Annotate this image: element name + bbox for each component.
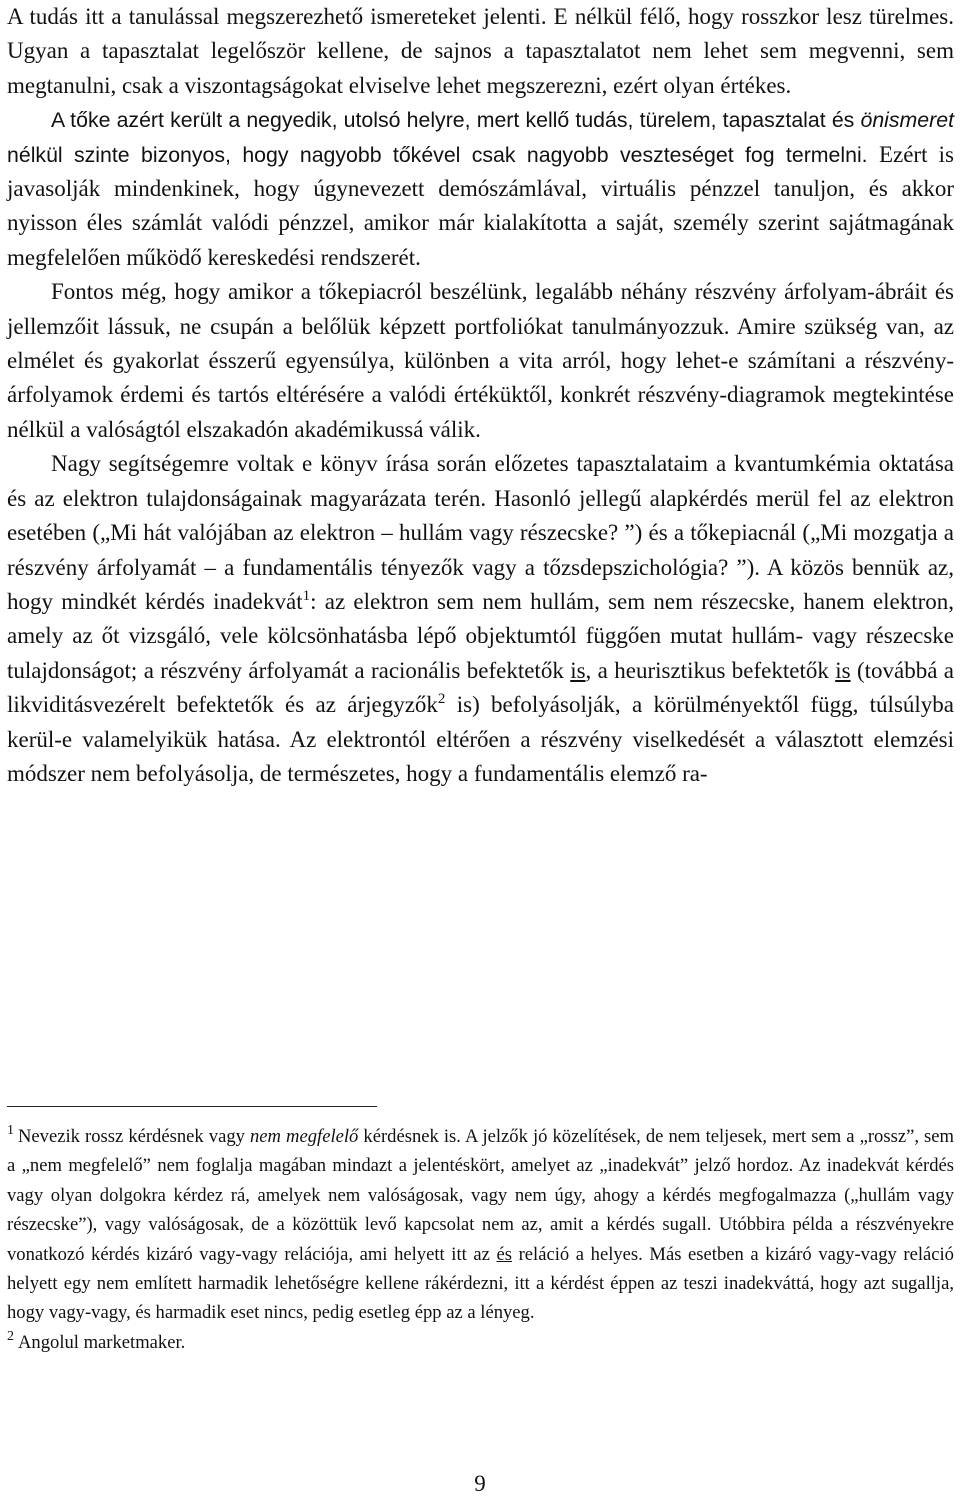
paragraph-text: Fontos még, hogy amikor a tőkepiacról beszélünk, legalább néhány részvény árfolyam-ábráit és jellemzőit lássuk, ne csupán a belőlük képzett portfoliókat tanulmányozzuk. Amire szükség van, az elmélet és gyakorlat ésszerű egyensúlya, különben a vita arról, hogy lehet-e számítani a részvény-árfolyamok érdemi és tartós eltérésére a valódi értéküktől, konkrét részvény-diagramok megtekintése nélkül a valóságtól elszakadón akadémikussá válik. — [7, 279, 954, 442]
footnote-divider — [7, 1106, 377, 1107]
footnote-text: Nevezik rossz kérdésnek vagy — [18, 1126, 250, 1147]
footnote-number: 1 — [7, 1123, 14, 1138]
footnote-text: kérdésnek is. A jelzők jó közelítések, de nem teljesek, mert sem a „rossz”, sem a „nem megfelelő” nem foglalja magában mindazt a jelentéskört, amelyet az „inadekvát” jelző hordoz. Az inadekvát kérdés vagy olyan dolgokra kérdez rá, amelyek nem valóságosak, vagy nem úgy, ahogy a kérdés megfogalmazza („hullám vagy részecske”), vagy valóságosak, de a közöttük levő kapcsolat nem az, amit a kérdés sugall. Utóbbira példa a részvényekre vonatkozó kérdés kizáró vagy-vagy relációja, ami helyett itt az — [7, 1126, 955, 1265]
paragraph-text: A tőke azért került a negyedik, utolsó helyre, mert kellő tudás, türelem, tapasztalat és — [51, 108, 861, 133]
emphasis-text: nem megfelelő — [250, 1126, 359, 1147]
paragraph-text: nélkül szinte bizonyos, hogy nagyobb tőkével csak nagyobb veszteséget fog termelni. — [7, 142, 868, 167]
footnote-ref-2[interactable]: 2 — [437, 691, 446, 708]
paragraph — [7, 103, 954, 275]
footnote-text: reláció a helyes. Más esetben a kizáró vagy-vagy reláció helyett egy nem említett harmadik lehetőségre kellene rákérdezni, itt a kérdést éppen az teszi inadekváttá, hogy azt sugallja, hogy vagy-vagy, és harmadik eset nincs, pedig esetleg épp az a lényeg. — [7, 1243, 954, 1324]
footnotes — [7, 1122, 954, 1357]
paragraph-text: Ezért is javasolják mindenkinek, hogy úgynevezett demószámlával, virtuális pénzzel tanuljon, és akkor nyisson éles számlát valódi pénzzel, amikor már kialakította a saját, személy szerint sajátmagának megfelelően működő kereskedési rendszerét. — [7, 141, 954, 270]
footnote-1 — [7, 1122, 954, 1328]
paragraph — [7, 0, 954, 103]
page-number: 9 — [474, 1471, 486, 1496]
underlined-text: és — [496, 1243, 512, 1265]
paragraph-text: , a heurisztikus befektetők — [585, 657, 836, 683]
underlined-text: is — [570, 657, 586, 683]
footnote-2 — [7, 1328, 954, 1357]
emphasis-text: önismeret — [860, 108, 954, 133]
footnote-text: Angolul marketmaker. — [18, 1331, 186, 1353]
paragraph-text: Nagy segítségemre voltak e könyv írása során előzetes tapasztalataim a kvantumkémia oktatása és az elektron tulajdonságainak magyarázata terén. Hasonló jellegű alapkérdés merül fel az elektron esetében („Mi hát valójában az elektron – hullám vagy részecske? ”) és a tőkepiacnál („Mi mozgatja a részvény árfolyamát – a fundamentális tényezők vagy a tőzsdepszichológia? ”). A közös bennük az, hogy mindkét kérdés inadekvát — [7, 451, 954, 614]
paragraph-text: A tudás itt a tanulással megszerezhető ismereteket jelenti. E nélkül félő, hogy rosszkor lesz türelmes. Ugyan a tapasztalat legelőször kellene, de sajnos a tapasztalatot nem lehet sem megvenni, sem megtanulni, csak a viszontagságokat elviselve lehet megszerezni, ezért olyan értékes. — [7, 4, 954, 98]
paragraph-text: (továbbá a likviditásvezérelt befektetők és az árjegyzők — [7, 657, 955, 718]
paragraph-text: is) befolyásolják, a körülményektől függ, túlsúlyba kerül-e valamelyikük hatása. Az elektrontól eltérően a részvény viselkedését a választott elemzési módszer nem befolyásolja, de természetes, hogy a fundamentális elemző ra- — [7, 692, 954, 786]
paragraph — [7, 447, 954, 791]
body-text — [7, 0, 954, 791]
footnote-number: 2 — [7, 1328, 14, 1344]
underlined-text: is — [835, 657, 851, 683]
footnote-ref-1[interactable]: 1 — [302, 587, 311, 604]
paragraph — [7, 275, 954, 447]
paragraph-text: : az elektron sem nem hullám, sem nem részecske, hanem elektron, amely az őt vizsgáló, vele kölcsönhatásba lépő objektumtól függően mutat hullám- vagy részecske tulajdonságot; a részvény árfolyamát a racionális befektetők — [7, 588, 955, 683]
